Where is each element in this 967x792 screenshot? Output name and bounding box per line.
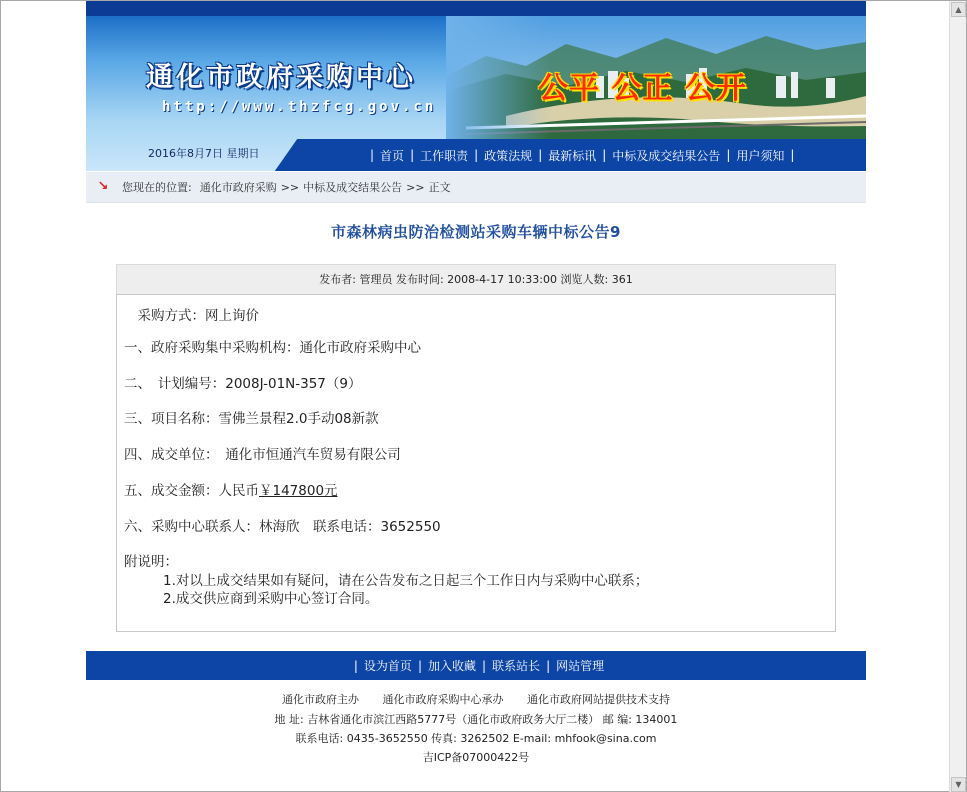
triangle-up-icon[interactable]: ▲ bbox=[951, 2, 966, 17]
contact-webmaster-link[interactable]: 联系站长 bbox=[492, 659, 541, 673]
footer-icp: 吉ICP备07000422号 bbox=[422, 751, 530, 764]
note-item: 1.对以上成交结果如有疑问，请在公告发布之日起三个工作日内与采购中心联系； bbox=[163, 573, 649, 589]
breadcrumb-separator: >> bbox=[280, 180, 300, 194]
site-admin-link[interactable]: 网站管理 bbox=[556, 659, 605, 673]
procurement-agency: 一、政府采购集中采购机构：通化市政府采购中心 bbox=[124, 340, 421, 356]
article-title: 市森林病虫防治检测站采购车辆中标公告9 bbox=[331, 223, 621, 241]
contract-amount-label: 五、成交金额：人民币 bbox=[124, 483, 259, 499]
site-url: http://www.thzfcg.gov.cn bbox=[162, 99, 437, 115]
project-name: 三、项目名称：雪佛兰景程2.0手动08新款 bbox=[124, 411, 379, 427]
breadcrumb-item-award-results[interactable]: 中标及成交结果公告 bbox=[303, 181, 403, 194]
nav-item-duties[interactable]: 工作职责 bbox=[420, 148, 469, 163]
footer-sponsors bbox=[86, 691, 866, 707]
contract-amount bbox=[124, 479, 338, 499]
nav-item-policies[interactable]: 政策法规 bbox=[484, 148, 533, 163]
nav-item-user-guide[interactable]: 用户须知 bbox=[736, 148, 785, 163]
main-nav-bar bbox=[302, 139, 866, 171]
contact-info: 六、采购中心联系人：林海欣 联系电话：3652550 bbox=[124, 519, 441, 535]
current-date: 2016年8月7日 星期日 bbox=[148, 147, 260, 160]
breadcrumb bbox=[86, 172, 866, 203]
nav-items: | 首页 | 工作职责 | 政策法规 | 最新标讯 | 中标及成交结果公告 | 用户须知 | bbox=[370, 148, 795, 163]
add-favorites-link[interactable]: 加入收藏 bbox=[427, 659, 476, 673]
note-item: 2.成交供应商到采购中心签订合同。 bbox=[163, 591, 379, 607]
triangle-down-icon[interactable]: ▼ bbox=[951, 777, 966, 792]
contract-amount-value: ￥147800元 bbox=[259, 483, 338, 499]
article-body bbox=[116, 294, 836, 632]
set-homepage-link[interactable]: 设为首页 bbox=[363, 659, 412, 673]
footer-link-bar: | 设为首页 | 加入收藏 | 联系站长 | 网站管理 bbox=[86, 651, 866, 680]
breadcrumb-item-procurement[interactable]: 通化市政府采购 bbox=[199, 181, 277, 194]
sponsor-text: 通化市政府网站提供技术支持 bbox=[527, 693, 670, 706]
vertical-scrollbar[interactable] bbox=[949, 1, 966, 792]
breadcrumb-separator: >> bbox=[406, 180, 425, 194]
breadcrumb-item-current: 正文 bbox=[428, 181, 451, 194]
header-top-stripe bbox=[86, 1, 866, 16]
breadcrumb-prefix: 您现在的位置: bbox=[122, 181, 192, 194]
sponsor-text: 通化市政府采购中心承办 bbox=[382, 693, 504, 706]
plan-number: 二、 计划编号：2008J-01N-357（9） bbox=[124, 376, 362, 392]
site-title: 通化市政府采购中心 bbox=[146, 62, 416, 93]
arrow-down-right-icon: ↘ bbox=[97, 179, 109, 194]
footer-address: 地 址: 吉林省通化市滨江西路5777号（通化市政府政务大厅二楼） 邮 编: 134001 bbox=[274, 713, 678, 726]
site-slogan: 公平 公正 公开 bbox=[538, 71, 747, 106]
article-meta: 发布者: 管理员 发布时间: 2008-4-17 10:33:00 浏览人数: 361 bbox=[116, 264, 836, 294]
procurement-method: 采购方式：网上询价 bbox=[124, 308, 259, 324]
footer-contact: 联系电话: 0435-3652550 传真: 3262502 E-mail: mhfook@sina.com bbox=[295, 732, 657, 745]
nav-item-latest-tenders[interactable]: 最新标讯 bbox=[548, 148, 597, 163]
winning-bidder: 四、成交单位： 通化市恒通汽车贸易有限公司 bbox=[124, 447, 401, 463]
sponsor-text: 通化市政府主办 bbox=[282, 693, 359, 706]
nav-item-home[interactable]: 首页 bbox=[380, 148, 405, 163]
page-container bbox=[86, 1, 866, 764]
nav-item-award-results[interactable]: 中标及成交结果公告 bbox=[612, 148, 721, 163]
site-header-banner bbox=[86, 1, 866, 171]
notes-heading: 附说明： bbox=[124, 554, 178, 570]
